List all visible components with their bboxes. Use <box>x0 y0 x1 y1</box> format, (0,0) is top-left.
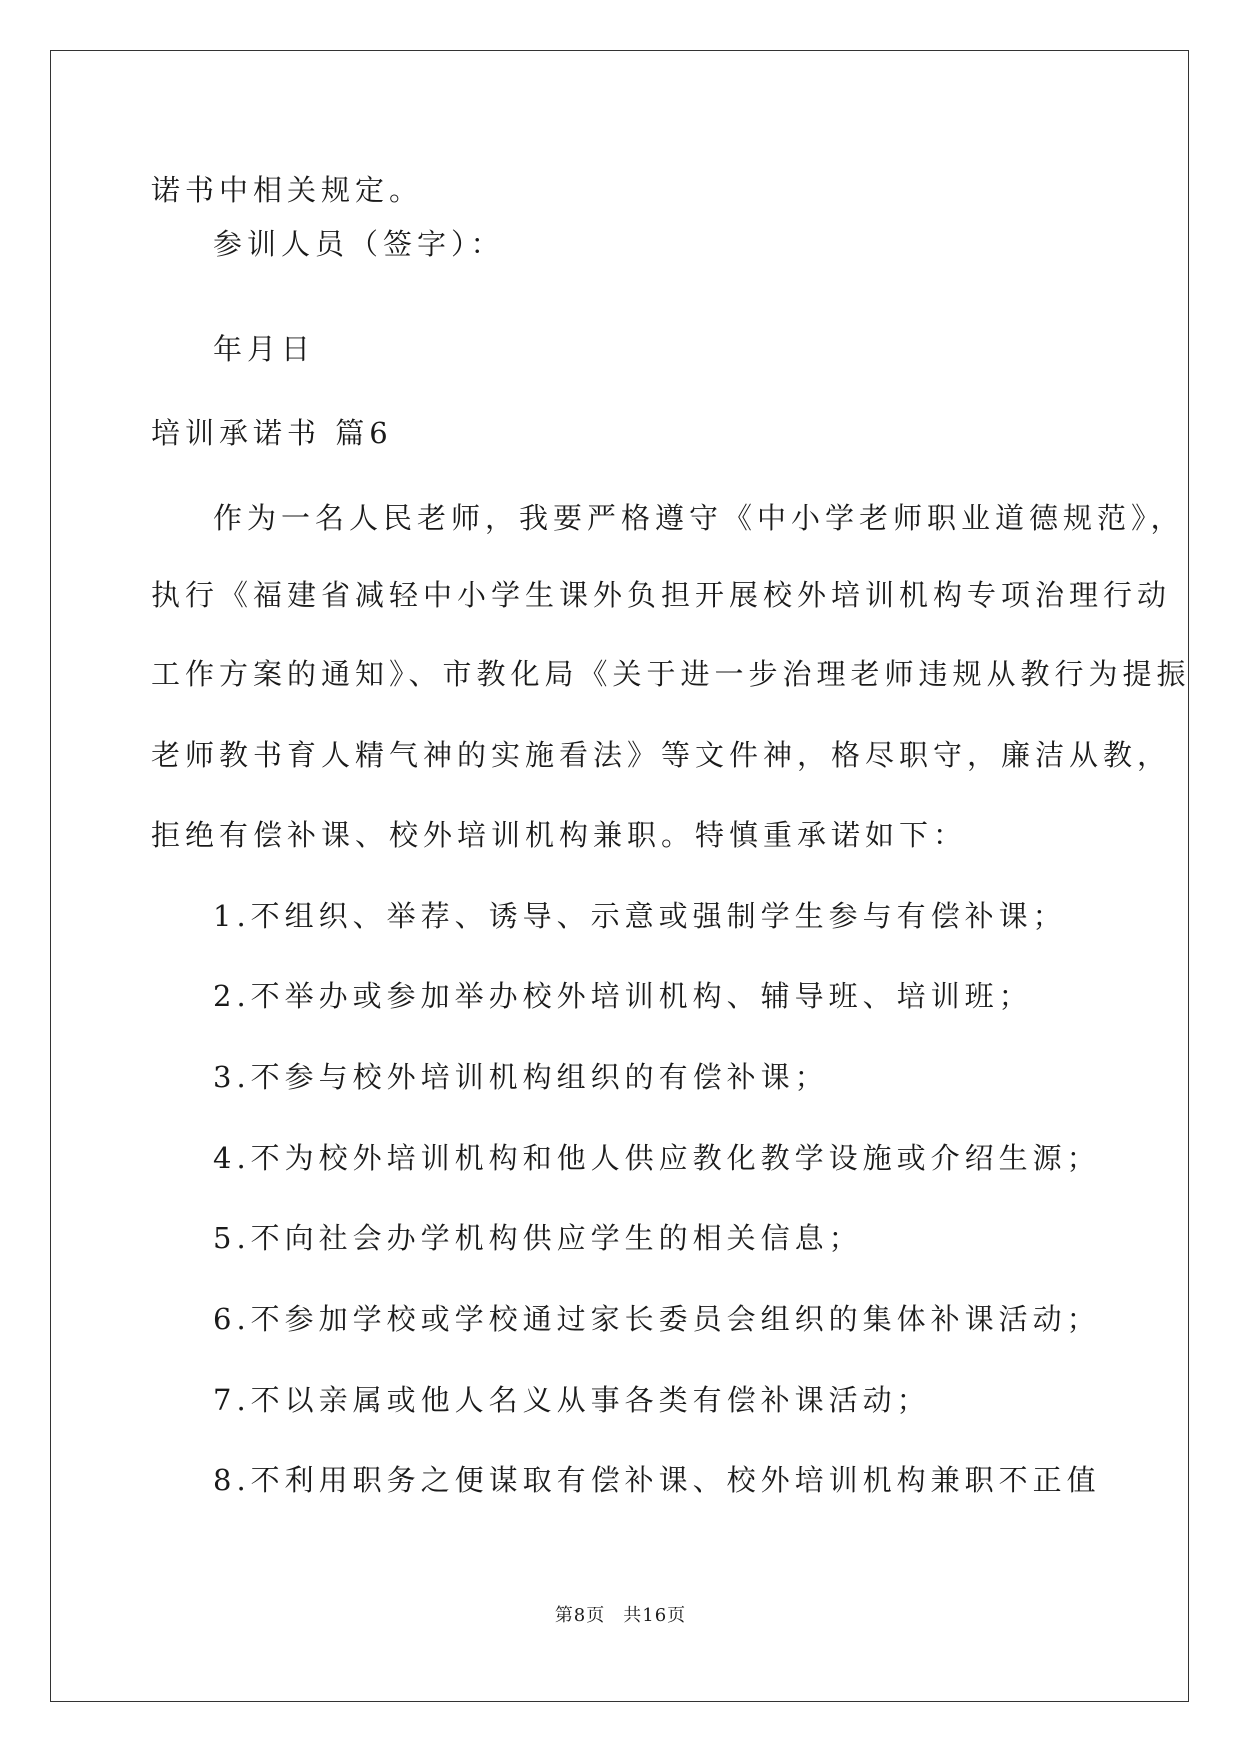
page-footer <box>0 1604 1241 1628</box>
list-item: 5.不向社会办学机构供应学生的相关信息； <box>213 1221 863 1255</box>
list-item: 2.不举办或参加举办校外培训机构、辅导班、培训班； <box>213 979 1033 1013</box>
page-border <box>50 50 1189 1702</box>
paragraph-line: 诺书中相关规定。 <box>151 173 424 207</box>
list-item: 7.不以亲属或他人名义从事各类有偿补课活动； <box>213 1383 931 1417</box>
list-item: 1.不组织、举荐、诱导、示意或强制学生参与有偿补课； <box>213 899 1067 933</box>
paragraph-line: 老师教书育人精气神的实施看法》等文件神，格尽职守，廉洁从教， <box>151 738 1172 772</box>
date-label: 年月日 <box>213 332 316 366</box>
page-total: 共16页 <box>623 1605 687 1626</box>
paragraph-line: 作为一名人民老师，我要严格遵守《中小学老师职业道德规范》， <box>213 501 1185 535</box>
paragraph-line: 执行《福建省减轻中小学生课外负担开展校外培训机构专项治理行动 <box>151 578 1172 612</box>
paragraph-line: 拒绝有偿补课、校外培训机构兼职。特慎重承诺如下： <box>151 818 968 852</box>
page-number: 第8页 <box>554 1605 606 1626</box>
paragraph-line: 工作方案的通知》、市教化局《关于进一步治理老师违规从教行为提振 <box>151 657 1191 691</box>
list-item: 3.不参与校外培训机构组织的有偿补课； <box>213 1060 829 1094</box>
signature-label: 参训人员（签字）： <box>213 227 505 261</box>
section-heading: 培训承诺书 篇6 <box>151 416 393 450</box>
list-item: 6.不参加学校或学校通过家长委员会组织的集体补课活动； <box>213 1302 1101 1336</box>
list-item: 8.不利用职务之便谋取有偿补课、校外培训机构兼职不正值 <box>213 1463 1101 1497</box>
list-item: 4.不为校外培训机构和他人供应教化教学设施或介绍生源； <box>213 1141 1101 1175</box>
